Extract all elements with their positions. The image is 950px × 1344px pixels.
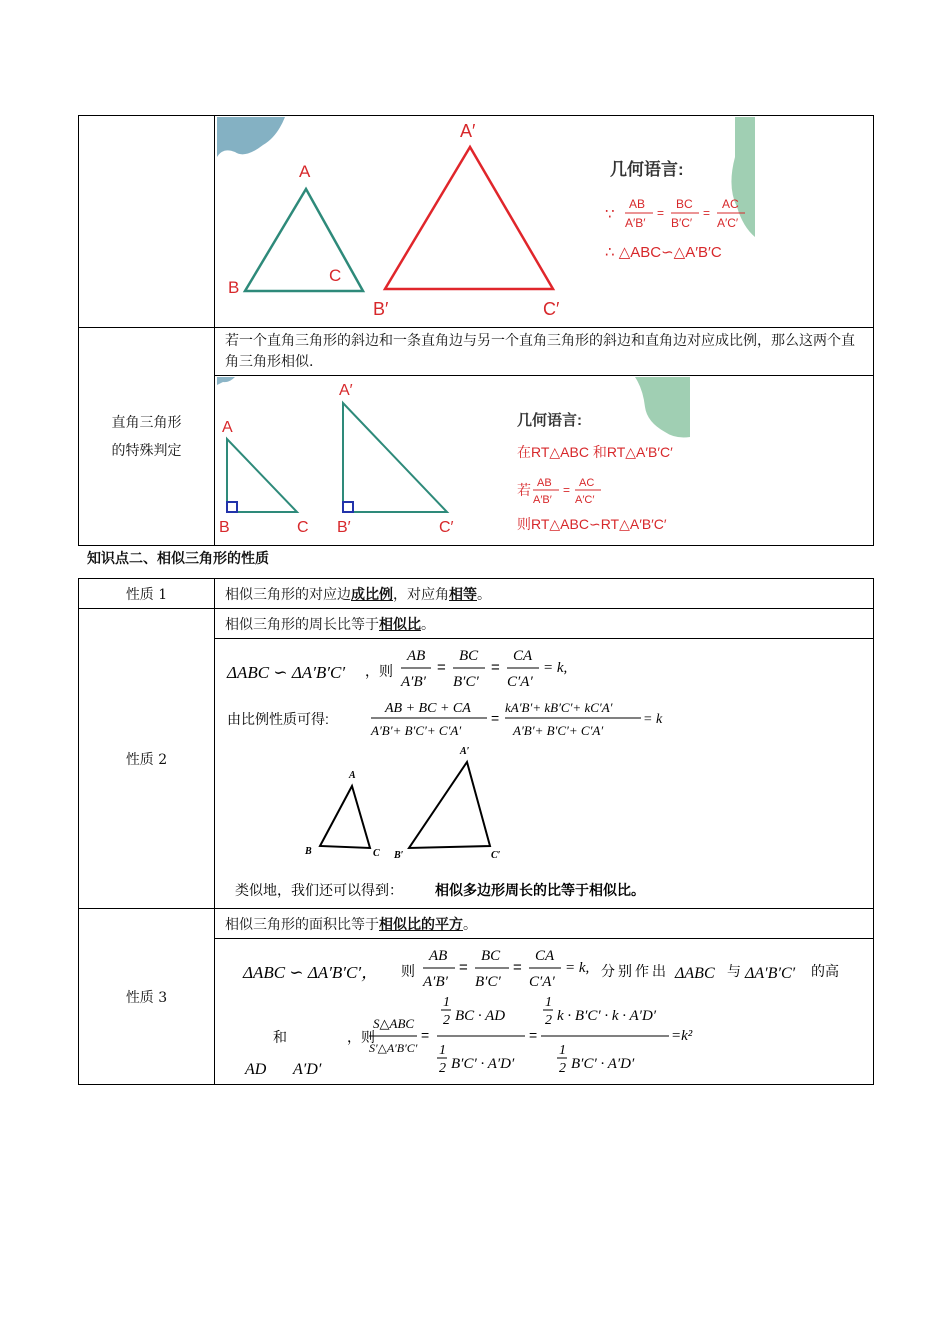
p2-k: = k,	[543, 659, 568, 676]
label-A: A	[299, 161, 311, 181]
p2-ksum-den: A′B′+ B′C′+ C′A′	[513, 722, 604, 738]
frac2-den: B′C′	[671, 215, 693, 230]
p2-ze: ，则	[365, 662, 393, 679]
property1-label: 性质 1	[79, 579, 215, 609]
p3-n2: k · B′C′ · k · A′D′	[557, 1007, 657, 1024]
p2-label-A-prime: A′	[460, 745, 470, 757]
map-decoration-right	[635, 377, 690, 437]
frac2-num: BC	[676, 196, 693, 211]
p3-keyword: 相似比的平方	[379, 916, 463, 933]
frac3-den: A′C′	[717, 215, 739, 230]
label-A-prime: A′	[460, 120, 476, 141]
p2-f2-num: BC	[459, 647, 479, 664]
p3-lead: ΔABC ∽ ΔA′B′C′，	[243, 962, 379, 982]
p3-text-c: 。	[463, 916, 477, 933]
p3-two-1: 2	[443, 1012, 450, 1028]
p3-s-num: S△ABC	[373, 1015, 415, 1031]
label-B: B	[228, 277, 240, 297]
p3-de: 的高	[811, 962, 839, 979]
geo-language-title: 几何语言:	[517, 411, 582, 429]
p2-eqk: = k	[643, 711, 663, 727]
property3-formulas	[215, 940, 873, 1084]
p3-f2-den: B′C′	[475, 973, 501, 990]
p2-lead: ΔABC ∽ ΔA′B′C′	[227, 662, 346, 682]
p3-text-a: 相似三角形的面积比等于	[225, 916, 379, 933]
p3-half-1: 1	[443, 994, 450, 1010]
similar-triangles-figure-cell	[215, 116, 874, 328]
therefore-line: ∴ △ABC∽△A′B′C	[605, 243, 722, 261]
p3-eq3: =	[421, 1026, 430, 1043]
p3-half-4: 1	[559, 1042, 566, 1058]
p1-text-e: 。	[477, 586, 491, 603]
label-B-prime: B′	[373, 298, 389, 319]
label-A-prime: A′	[339, 381, 353, 399]
label-B-prime: B′	[337, 518, 351, 536]
eq-sign-1: =	[657, 205, 665, 220]
hl-similarity-figure	[215, 377, 873, 545]
p2-text-a: 相似三角形的周长比等于	[225, 616, 379, 633]
large-triangle	[385, 147, 553, 289]
eq-sign: =	[563, 482, 571, 497]
geo-language-title: 几何语言:	[610, 159, 684, 179]
p3-f2-num: BC	[481, 947, 501, 964]
map-decoration	[217, 117, 285, 157]
p2-sum-den: A′B′+ B′C′+ C′A′	[371, 722, 462, 738]
p2-label-B: B	[305, 845, 312, 857]
large-right-triangle	[343, 403, 447, 512]
sss-similarity-figure	[215, 117, 873, 327]
p2-keyword: 相似比	[379, 616, 421, 633]
p2-sum-num: AB + BC + CA	[385, 700, 471, 716]
right-triangle-rule-text: 若一个直角三角形的斜边和一条直角边与另一个直角三角形的斜边和直角边对应成比例，那么这两个直角三角形相似.	[215, 328, 874, 376]
map-decoration	[217, 377, 235, 385]
p2-text-c: 。	[421, 616, 435, 633]
p2-f3-num: CA	[513, 647, 533, 664]
p3-d1: B′C′ · A′D′	[451, 1055, 515, 1072]
p3-fen: 分别作出	[601, 962, 669, 979]
eq-sign-2: =	[703, 205, 711, 220]
frac1-num: AB	[629, 196, 646, 211]
frac1-den: A′B′	[625, 215, 646, 230]
label-C: C	[297, 518, 309, 536]
p1-text-a: 相似三角形的对应边	[225, 586, 351, 603]
p3-eq1: =	[459, 958, 468, 976]
p3-two-4: 2	[559, 1060, 566, 1076]
p3-n1: BC · AD	[455, 1007, 506, 1024]
p2-label-A: A	[349, 769, 356, 781]
empty-label-cell	[79, 116, 215, 328]
p3-he: 和	[273, 1028, 287, 1045]
right-angle-mark	[227, 502, 237, 512]
if-word: 若	[517, 481, 531, 498]
property3-body	[215, 939, 874, 1085]
label-A: A	[222, 418, 233, 436]
properties-table	[78, 578, 874, 1085]
property3-label: 性质 3	[79, 909, 215, 1085]
because-symbol: ∵	[605, 205, 615, 223]
p3-abc2: ΔA′B′C′	[745, 964, 796, 982]
section-title: 知识点二、相似三角形的性质	[87, 551, 269, 567]
property2-label: 性质 2	[79, 609, 215, 909]
p2-ksum-num: kA′B′+ kB′C′+ kC′A′	[505, 699, 613, 715]
p1-keyword-proportional: 成比例	[351, 586, 393, 603]
p2-f3-den: C′A′	[507, 673, 533, 690]
p3-ze2: ，则	[347, 1028, 375, 1045]
criteria-table	[78, 115, 874, 546]
row2-label-line1: 直角三角形	[111, 414, 182, 431]
p3-eq2: =	[513, 958, 522, 976]
right-angle-mark-2	[343, 502, 353, 512]
p2-eq1: =	[437, 658, 446, 676]
p2-conclusion-a: 类似地，我们还可以得到：	[235, 881, 403, 898]
p2-f2-den: B′C′	[453, 673, 479, 690]
p1-text-c: ，对应角	[393, 586, 449, 603]
f2-den: A′C′	[575, 493, 595, 506]
p2-label-C: C	[373, 847, 380, 859]
p2-label-B-prime: B′	[394, 849, 404, 861]
p1-keyword-equal: 相等	[449, 586, 477, 603]
label-C: C	[329, 265, 342, 285]
p2-conclusion-b: 相似多边形周长的比等于相似比。	[435, 881, 645, 898]
p3-half-2: 1	[439, 1042, 446, 1058]
given-line: 在RT△ABC 和RT△A′B′C′	[517, 443, 673, 460]
p3-f1-num: AB	[429, 947, 448, 964]
p3-yu: 与	[727, 962, 741, 979]
p3-two-2: 2	[439, 1060, 446, 1076]
conclusion-line: 则RT△ABC∽RT△A′B′C′	[517, 515, 667, 532]
p3-AD: AD	[245, 1060, 267, 1078]
p2-f1-num: AB	[407, 647, 426, 664]
property2-body	[215, 639, 874, 909]
p3-f3-den: C′A′	[529, 973, 555, 990]
p2-eq3: =	[491, 709, 500, 726]
p3-s-den: S′△A′B′C′	[369, 1040, 418, 1055]
frac3-num: AC	[722, 196, 739, 211]
p3-k: = k,	[565, 959, 590, 976]
p3-abc: ΔABC	[675, 964, 715, 982]
p3-end: =k²	[671, 1027, 693, 1044]
small-triangle	[245, 189, 363, 291]
row2-label-line2: 的特殊判定	[111, 442, 182, 459]
f2-num: AC	[579, 476, 595, 489]
property2-formulas	[215, 640, 873, 908]
p2-label-C-prime: C′	[491, 849, 501, 861]
p3-eq4: =	[529, 1026, 538, 1043]
label-C-prime: C′	[543, 298, 560, 319]
f1-den: A′B′	[533, 493, 552, 506]
p3-AD2: A′D′	[293, 1060, 322, 1078]
p3-f1-den: A′B′	[423, 973, 448, 990]
f1-num: AB	[537, 476, 552, 489]
p2-f1-den: A′B′	[401, 673, 426, 690]
p3-ze: 则	[401, 962, 415, 979]
row2-label-cell	[79, 328, 215, 546]
p2-small-triangle	[320, 786, 370, 848]
label-C-prime: C′	[439, 518, 454, 536]
p2-eq2: =	[491, 658, 500, 676]
p2-large-triangle	[409, 762, 490, 848]
p3-d2: B′C′ · A′D′	[571, 1055, 635, 1072]
p3-f3-num: CA	[535, 947, 555, 964]
property1-text	[215, 579, 874, 609]
label-B: B	[219, 518, 230, 536]
p3-half-3: 1	[545, 994, 552, 1010]
property3-text	[215, 909, 874, 939]
p2-derive: 由比例性质可得:	[227, 710, 329, 727]
property2-text	[215, 609, 874, 639]
p3-two-3: 2	[545, 1012, 552, 1028]
right-triangle-figure-cell	[215, 376, 874, 546]
